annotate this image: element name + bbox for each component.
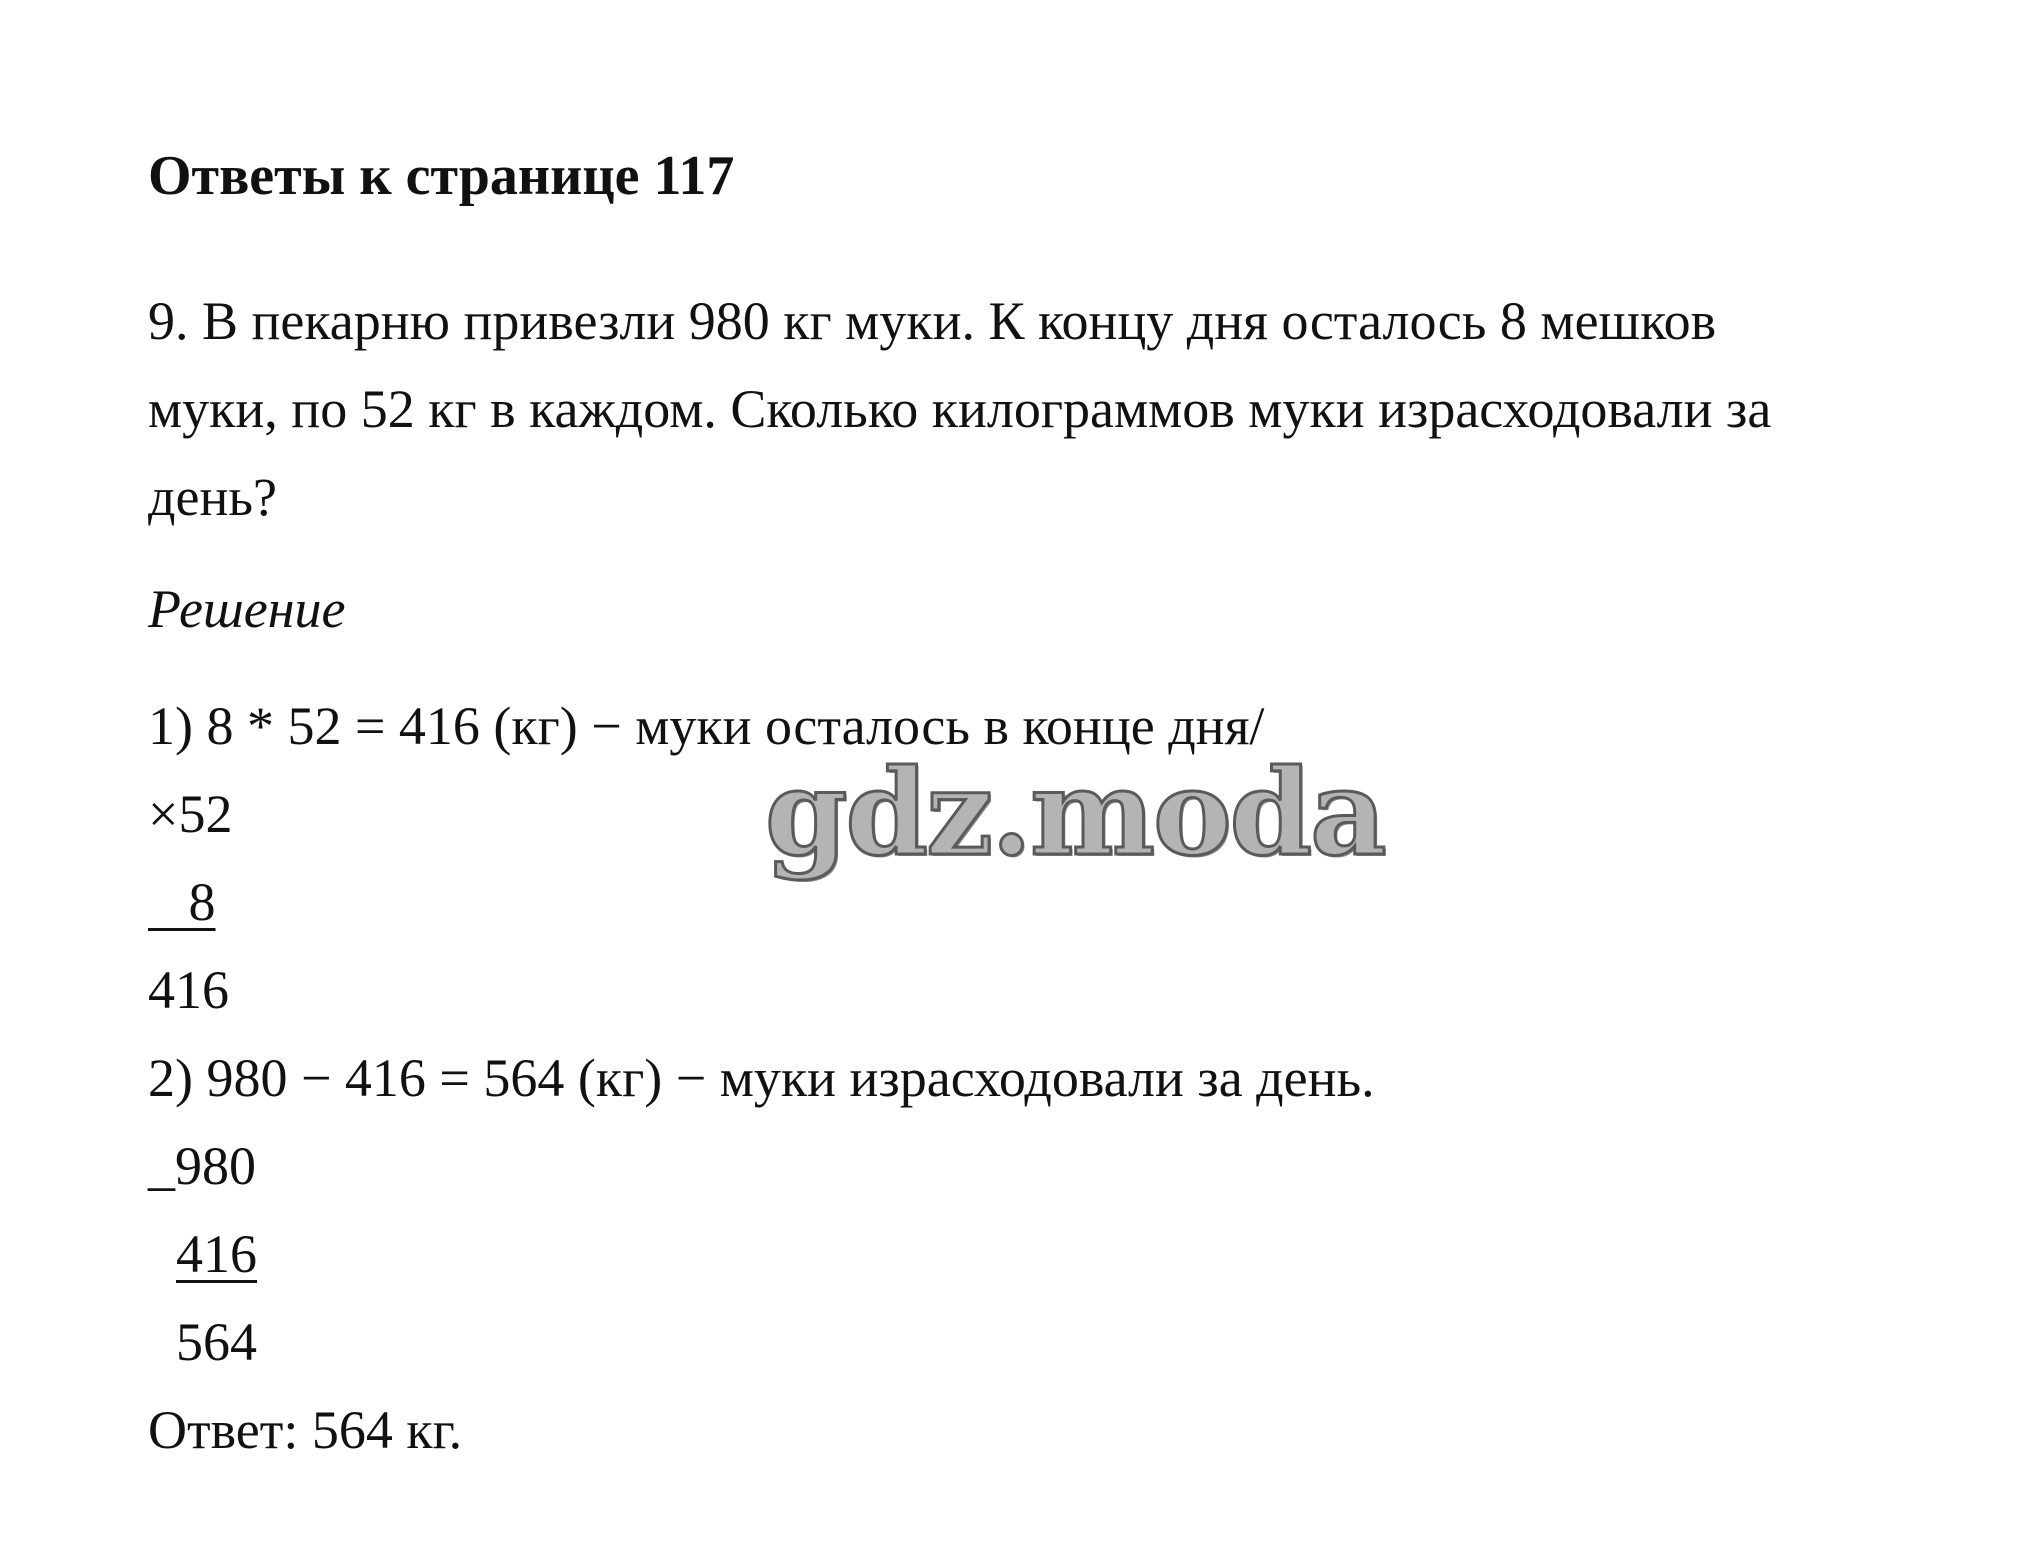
subtraction-result: 564 [176, 1312, 257, 1372]
multiplication-top: ×52 [148, 784, 233, 844]
multiplication-bottom-value: 8 [148, 872, 216, 932]
problem-statement [148, 277, 1948, 541]
page-title: Ответы к странице 117 [148, 145, 735, 207]
problem-line: 9. В пекарню привезли 980 кг муки. К концу дня осталось 8 мешков [148, 291, 1717, 351]
subtraction-sign: _ [148, 1136, 175, 1196]
problem-line: муки, по 52 кг в каждом. Сколько килограммов муки израсходовали за [148, 379, 1772, 439]
problem-line: день? [148, 467, 277, 527]
subtraction-bottom-value: 416 [176, 1224, 257, 1284]
subtraction-top [148, 1133, 256, 1199]
multiplication-bottom [148, 869, 216, 935]
step1-text: 1) 8 * 52 = 416 (кг) − муки осталось в конце дня/ [148, 696, 1265, 756]
multiplication-result: 416 [148, 960, 229, 1020]
answer: Ответ: 564 кг. [148, 1400, 463, 1460]
subtraction-bottom [176, 1221, 257, 1287]
solution-label: Решение [148, 579, 346, 639]
watermark-logo: gdz.moda [765, 743, 1385, 882]
step2-text: 2) 980 − 416 = 564 (кг) − муки израсходовали за день. [148, 1048, 1375, 1108]
subtraction-top-value: 980 [175, 1136, 256, 1196]
